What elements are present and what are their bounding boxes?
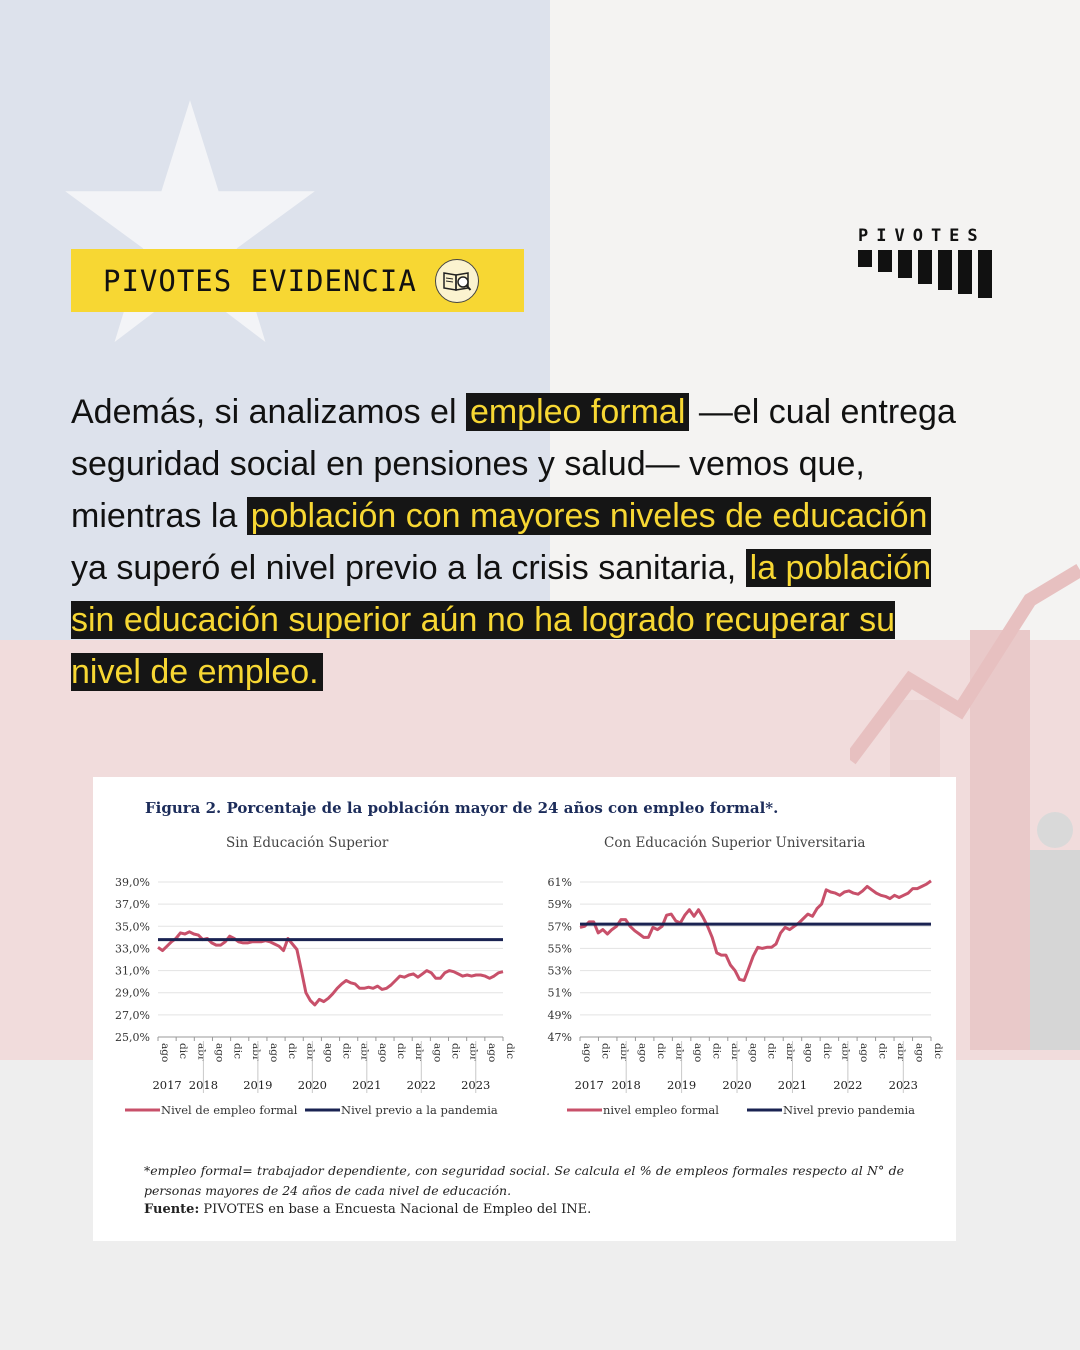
x-month-label: ago bbox=[322, 1043, 335, 1063]
x-month-label: dic bbox=[231, 1043, 244, 1059]
book-search-icon bbox=[435, 259, 479, 303]
chart-right-title: Con Educación Superior Universitaria bbox=[604, 835, 866, 851]
logo-bar bbox=[958, 250, 972, 294]
highlight-empleo-formal: empleo formal bbox=[466, 393, 689, 431]
pivotes-logo bbox=[858, 226, 998, 302]
x-month-label: dic bbox=[821, 1043, 834, 1059]
x-month-label: dic bbox=[932, 1043, 944, 1059]
y-tick-label: 57% bbox=[547, 920, 572, 934]
x-month-label: abr bbox=[413, 1043, 426, 1062]
x-month-label: ago bbox=[159, 1043, 171, 1063]
x-month-label: abr bbox=[304, 1043, 317, 1062]
x-year-label: 2023 bbox=[461, 1078, 491, 1092]
x-month-label: dic bbox=[286, 1043, 299, 1059]
x-month-label: abr bbox=[728, 1043, 741, 1062]
x-year-label: 2018 bbox=[188, 1078, 219, 1092]
logo-text: PIVOTES bbox=[858, 226, 986, 246]
x-month-label: abr bbox=[617, 1043, 630, 1062]
x-month-label: ago bbox=[581, 1043, 593, 1063]
y-tick-label: 35,0% bbox=[115, 920, 150, 934]
x-year-label: 2020 bbox=[722, 1078, 752, 1092]
x-year-label: 2021 bbox=[352, 1078, 382, 1092]
x-month-label: dic bbox=[710, 1043, 723, 1059]
x-month-label: ago bbox=[691, 1043, 704, 1063]
logo-bar bbox=[878, 250, 892, 272]
x-month-label: ago bbox=[636, 1043, 649, 1063]
y-tick-label: 55% bbox=[547, 942, 572, 956]
highlight-educacion-superior: población con mayores niveles de educación bbox=[247, 497, 932, 535]
x-month-label: abr bbox=[467, 1043, 480, 1062]
body-segment: —el cual entrega seguridad social en pensiones y salud— vemos que, mientras la bbox=[71, 393, 956, 535]
x-month-label: dic bbox=[876, 1043, 889, 1059]
figure-title: Figura 2. Porcentaje de la población mayor de 24 años con empleo formal*. bbox=[145, 799, 779, 817]
y-tick-label: 59% bbox=[547, 898, 572, 912]
legend-label-formal: nivel empleo formal bbox=[603, 1103, 719, 1117]
y-tick-label: 51% bbox=[547, 986, 572, 1000]
x-year-label: 2017 bbox=[574, 1078, 604, 1092]
x-year-label: 2019 bbox=[243, 1078, 273, 1092]
star-icon bbox=[60, 95, 320, 355]
highlight-sin-educacion: la población sin educación superior aún no ha logrado recuperar su nivel de empleo. bbox=[71, 549, 932, 691]
x-month-label: abr bbox=[895, 1043, 908, 1062]
x-month-label: ago bbox=[802, 1043, 815, 1063]
body-segment: ya superó el nivel previo a la crisis sanitaria, bbox=[71, 549, 746, 587]
chart-left-title: Sin Educación Superior bbox=[226, 835, 389, 851]
x-year-label: 2017 bbox=[152, 1078, 182, 1092]
logo-bar bbox=[898, 250, 912, 278]
source-label: Fuente: bbox=[144, 1202, 200, 1217]
legend-label-formal: Nivel de empleo formal bbox=[161, 1103, 298, 1117]
figure-panel bbox=[93, 777, 956, 1241]
chart-left bbox=[93, 867, 523, 1127]
y-tick-label: 49% bbox=[547, 1008, 572, 1022]
body-segment: Además, si analizamos el bbox=[71, 393, 466, 431]
y-tick-label: 31,0% bbox=[115, 964, 150, 978]
x-month-label: dic bbox=[340, 1043, 353, 1059]
y-tick-label: 27,0% bbox=[115, 1008, 150, 1022]
x-month-label: ago bbox=[485, 1043, 498, 1063]
x-month-label: ago bbox=[213, 1043, 226, 1063]
source-text: PIVOTES en base a Encuesta Nacional de Empleo del INE. bbox=[199, 1202, 592, 1217]
series-line-formal bbox=[580, 881, 931, 981]
x-month-label: ago bbox=[858, 1043, 871, 1063]
y-tick-label: 33,0% bbox=[115, 942, 150, 956]
logo-bar bbox=[978, 250, 992, 298]
logo-bar bbox=[938, 250, 952, 290]
x-month-label: ago bbox=[431, 1043, 444, 1063]
x-year-label: 2023 bbox=[888, 1078, 918, 1092]
figure-footnote: *empleo formal= trabajador dependiente, con seguridad social. Se calcula el % de empleos formales respecto al N° de personas mayores de 24 años de cada nivel de educación. bbox=[144, 1163, 904, 1198]
logo-bars bbox=[858, 250, 998, 300]
x-year-label: 2021 bbox=[777, 1078, 808, 1092]
x-month-label: ago bbox=[376, 1043, 389, 1063]
y-tick-label: 37,0% bbox=[115, 898, 150, 912]
x-month-label: ago bbox=[913, 1043, 926, 1063]
x-month-label: dic bbox=[177, 1043, 190, 1059]
x-year-label: 2018 bbox=[611, 1078, 641, 1092]
x-month-label: ago bbox=[747, 1043, 760, 1063]
y-tick-label: 53% bbox=[547, 964, 572, 978]
y-tick-label: 47% bbox=[547, 1031, 572, 1044]
x-month-label: abr bbox=[358, 1043, 371, 1062]
logo-bar bbox=[918, 250, 932, 284]
x-month-label: dic bbox=[449, 1043, 462, 1059]
x-month-label: abr bbox=[673, 1043, 686, 1062]
x-year-label: 2020 bbox=[297, 1078, 327, 1092]
x-month-label: abr bbox=[249, 1043, 262, 1062]
x-year-label: 2022 bbox=[833, 1078, 863, 1092]
x-year-label: 2022 bbox=[406, 1078, 436, 1092]
x-month-label: ago bbox=[267, 1043, 280, 1063]
x-year-label: 2019 bbox=[666, 1078, 697, 1092]
y-tick-label: 39,0% bbox=[115, 876, 150, 889]
logo-bar bbox=[858, 250, 872, 267]
y-tick-label: 61% bbox=[547, 876, 572, 889]
section-tag-label: PIVOTES EVIDENCIA bbox=[103, 263, 417, 298]
series-line-formal bbox=[158, 932, 503, 1005]
x-month-label: dic bbox=[504, 1043, 516, 1059]
x-month-label: dic bbox=[599, 1043, 612, 1059]
x-month-label: abr bbox=[195, 1043, 208, 1062]
legend-label-baseline: Nivel previo pandemia bbox=[783, 1103, 916, 1117]
body-paragraph bbox=[71, 386, 971, 698]
section-tag bbox=[71, 249, 524, 312]
x-month-label: abr bbox=[839, 1043, 852, 1062]
y-tick-label: 29,0% bbox=[115, 986, 150, 1000]
chart-right bbox=[523, 867, 956, 1127]
x-month-label: abr bbox=[784, 1043, 797, 1062]
y-tick-label: 25,0% bbox=[115, 1031, 150, 1044]
x-month-label: dic bbox=[395, 1043, 408, 1059]
x-month-label: dic bbox=[765, 1043, 778, 1059]
x-month-label: dic bbox=[654, 1043, 667, 1059]
legend-label-baseline: Nivel previo a la pandemia bbox=[341, 1103, 498, 1117]
figure-source bbox=[144, 1202, 591, 1217]
